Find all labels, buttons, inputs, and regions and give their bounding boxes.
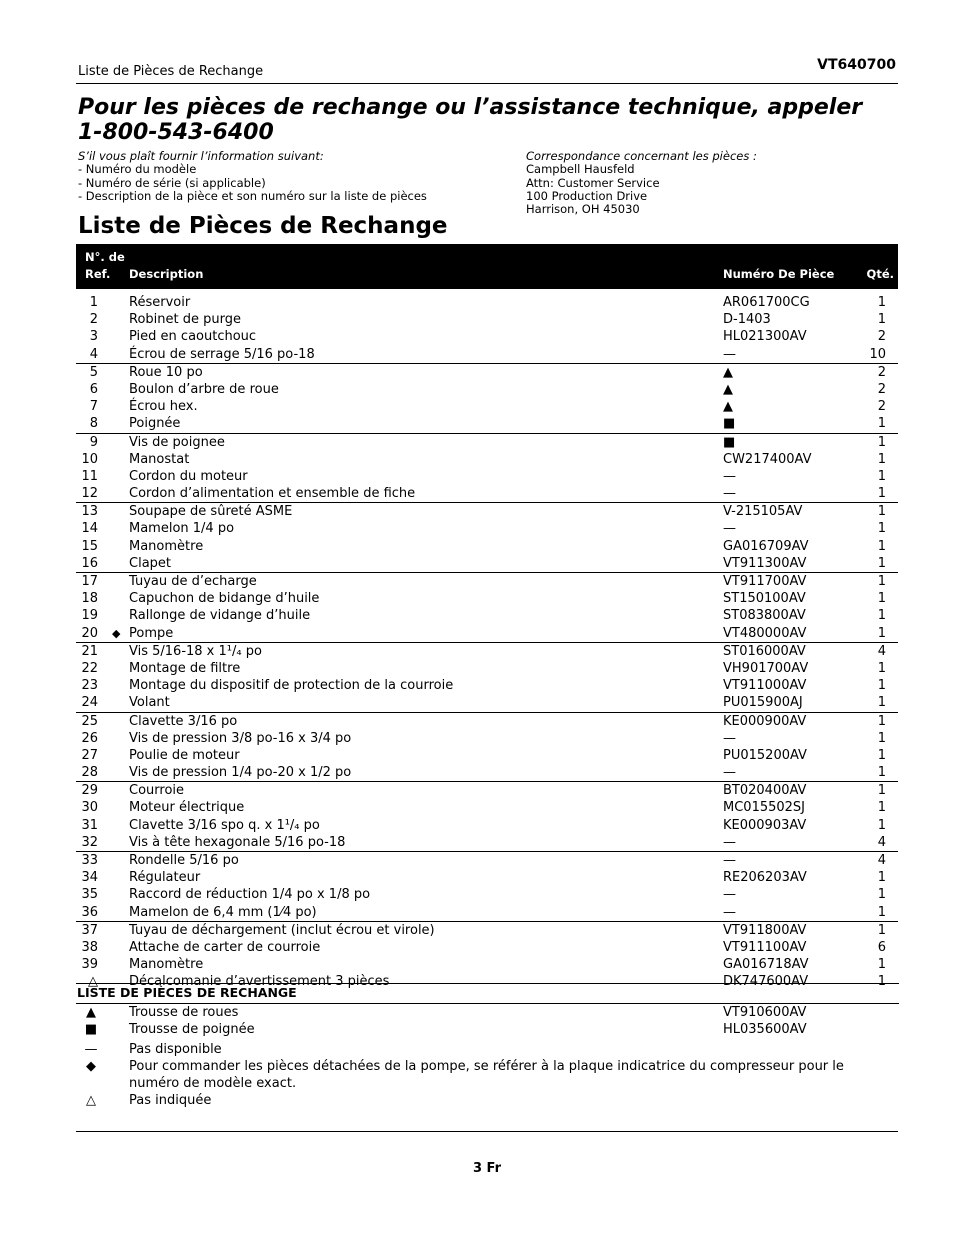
legend-text: Pas disponible — [129, 1042, 222, 1057]
part-description: Poignée — [129, 416, 181, 432]
footer-divider — [76, 1131, 898, 1132]
model-number: VT640700 — [817, 57, 896, 73]
part-qty: 10 — [869, 346, 886, 362]
part-description: Capuchon de bidange d’huile — [129, 591, 320, 607]
part-number: ■ — [723, 416, 736, 432]
part-number: MC015502SJ — [723, 800, 806, 816]
part-description: Cordon d’alimentation et ensemble de fiche — [129, 486, 416, 502]
part-description: Décalcomanie d’avertissement 3 pièces — [129, 974, 390, 990]
table-row — [76, 538, 898, 555]
part-qty: 1 — [877, 468, 886, 484]
part-description: Vis de poignee — [129, 434, 225, 450]
part-number: GA016718AV — [723, 957, 809, 973]
part-qty: 1 — [877, 730, 886, 746]
part-qty: 1 — [877, 904, 886, 920]
dash-icon: — — [84, 1042, 98, 1057]
part-qty: 1 — [877, 608, 886, 624]
legend-item — [76, 1041, 898, 1058]
part-number: DK747600AV — [723, 974, 809, 990]
part-description: Mamelon 1/4 po — [129, 521, 235, 537]
table-row — [76, 921, 898, 939]
contact-line: - Numéro de série (si applicable) — [78, 175, 266, 190]
ref-number: 14 — [81, 521, 98, 537]
part-qty: 2 — [877, 364, 886, 380]
ref-number: 22 — [81, 660, 98, 676]
ref-number: 11 — [81, 468, 98, 484]
part-qty: 1 — [877, 416, 886, 432]
ref-number: 30 — [81, 800, 98, 816]
col-ref-line1: N°. de — [85, 250, 125, 264]
part-qty: 1 — [877, 957, 886, 973]
part-qty: 1 — [877, 922, 886, 938]
part-qty: 1 — [877, 817, 886, 833]
legend-text: Pour commander les pièces détachées de la pompe, se référer à la plaque indicatrice du compresseur pour le numéro de modèle exact. — [129, 1059, 844, 1091]
ref-number: 9 — [89, 434, 98, 450]
table-row — [76, 520, 898, 537]
part-description: Montage de filtre — [129, 660, 241, 676]
part-qty: 1 — [877, 521, 886, 537]
parts-table-body — [76, 294, 898, 991]
ref-number: 35 — [81, 887, 98, 903]
page-number: 3 Fr — [472, 1161, 502, 1176]
part-description: Rondelle 5/16 po — [129, 853, 239, 868]
address-line: Attn: Customer Service — [526, 175, 660, 190]
part-description: Écrou de serrage 5/16 po-18 — [129, 346, 315, 362]
part-description: Rallonge de vidange d’huile — [129, 608, 311, 624]
part-description: Moteur électrique — [129, 800, 245, 816]
table-row — [76, 834, 898, 851]
ref-number: 36 — [81, 904, 98, 920]
part-number: HL021300AV — [723, 329, 807, 345]
ref-number: 3 — [89, 329, 98, 345]
table-row — [76, 468, 898, 485]
diamond-icon: ◆ — [112, 626, 121, 640]
part-description: Vis 5/16-18 x 1¹/₄ po — [129, 643, 262, 659]
part-qty: 1 — [877, 625, 886, 641]
part-description: Vis de pression 3/8 po-16 x 3/4 po — [129, 730, 352, 746]
table-row — [76, 781, 898, 799]
part-description: Volant — [129, 695, 170, 711]
part-number: ST150100AV — [723, 591, 806, 607]
part-description: Tuyau de déchargement (inclut écrou et virole) — [129, 922, 435, 938]
part-number: ST016000AV — [723, 643, 806, 659]
table-row — [76, 694, 898, 711]
part-number: VT911800AV — [723, 922, 807, 938]
kit-row — [76, 1021, 898, 1038]
table-row — [76, 625, 898, 642]
part-description: Cordon du moteur — [129, 468, 248, 484]
part-number: BT020400AV — [723, 783, 807, 799]
part-qty: 4 — [877, 853, 886, 868]
page-headline: Pour les pièces de rechange ou l’assistance technique, appeler 1-800-543-6400 — [78, 95, 863, 145]
part-description: Clavette 3/16 spo q. x 1¹/₄ po — [129, 817, 320, 833]
part-qty: 2 — [877, 329, 886, 345]
ref-number: 4 — [89, 346, 98, 362]
part-description: Pied en caoutchouc — [129, 329, 257, 345]
part-number: ▲ — [723, 399, 733, 415]
part-number: ▲ — [723, 381, 733, 397]
ref-number: 24 — [81, 695, 98, 711]
table-row — [76, 381, 898, 398]
part-qty: 1 — [877, 695, 886, 711]
legend-item — [76, 1092, 898, 1109]
part-number: ▲ — [723, 364, 733, 380]
part-qty: 1 — [877, 765, 886, 781]
ref-number: 38 — [81, 939, 98, 955]
legend-text: Pas indiquée — [129, 1093, 212, 1108]
part-description: Robinet de purge — [129, 312, 241, 328]
part-number: — — [723, 521, 736, 537]
ref-number: 37 — [81, 922, 98, 938]
col-part-number: Numéro De Pièce — [723, 267, 835, 281]
part-description: Manomètre — [129, 538, 204, 554]
contact-line: - Description de la pièce et son numéro sur la liste de pièces — [78, 188, 427, 203]
part-number: — — [723, 853, 736, 868]
part-number: VH901700AV — [723, 660, 809, 676]
part-description: Attache de carter de courroie — [129, 939, 321, 955]
part-number: CW217400AV — [723, 451, 812, 467]
part-qty: 2 — [877, 399, 886, 415]
part-qty: 1 — [877, 295, 886, 310]
table-row — [76, 764, 898, 781]
part-number: — — [723, 468, 736, 484]
ref-number: 20 — [81, 625, 98, 641]
ref-number: 39 — [81, 957, 98, 973]
table-row — [76, 415, 898, 432]
ref-number: 12 — [81, 486, 98, 502]
ref-number: △ — [88, 974, 98, 990]
part-number: — — [723, 887, 736, 903]
part-qty: 1 — [877, 887, 886, 903]
ref-number: 17 — [81, 574, 98, 589]
ref-number: 6 — [89, 381, 98, 397]
part-qty: 1 — [877, 538, 886, 554]
table-row — [76, 904, 898, 921]
part-description: Mamelon de 6,4 mm (1⁄4 po) — [129, 904, 317, 920]
part-qty: 1 — [877, 486, 886, 502]
part-number: VT911700AV — [723, 574, 807, 589]
part-description: Régulateur — [129, 870, 201, 886]
part-description: Vis de pression 1/4 po-20 x 1/2 po — [129, 765, 352, 781]
part-description: Écrou hex. — [129, 399, 198, 415]
part-qty: 6 — [877, 939, 886, 955]
ref-number: 29 — [81, 783, 98, 799]
kits-list — [76, 1004, 898, 1038]
table-row — [76, 398, 898, 415]
part-qty: 1 — [877, 574, 886, 589]
part-number: — — [723, 765, 736, 781]
part-number: VT911100AV — [723, 939, 807, 955]
part-number: KE000903AV — [723, 817, 807, 833]
contact-lead: S’il vous plaît fournir l’information suivant: — [78, 149, 324, 163]
part-qty: 4 — [877, 643, 886, 659]
col-qty: Qté. — [866, 267, 894, 281]
col-description: Description — [129, 267, 204, 281]
ref-number: 10 — [81, 451, 98, 467]
ref-number: 13 — [81, 504, 98, 520]
triangle-outline-icon: △ — [86, 1093, 96, 1108]
ref-number: 32 — [81, 834, 98, 850]
part-qty: 1 — [877, 974, 886, 990]
table-row — [76, 851, 898, 869]
running-header: Liste de Pièces de Rechange — [78, 64, 264, 79]
ref-number: 7 — [89, 399, 98, 415]
part-qty: 4 — [877, 834, 886, 850]
part-qty: 1 — [877, 870, 886, 886]
part-number: VT911000AV — [723, 678, 807, 694]
ref-number: 16 — [81, 555, 98, 571]
part-number: — — [723, 904, 736, 920]
part-qty: 1 — [877, 660, 886, 676]
ref-number: 18 — [81, 591, 98, 607]
ref-number: 26 — [81, 730, 98, 746]
ref-number: 25 — [81, 713, 98, 729]
part-qty: 1 — [877, 591, 886, 607]
part-description: Manomètre — [129, 957, 204, 973]
table-header — [76, 244, 898, 289]
contact-info-left — [78, 150, 427, 203]
part-qty: 2 — [877, 381, 886, 397]
table-row — [76, 642, 898, 660]
part-description: Tuyau de d’echarge — [129, 574, 257, 589]
part-qty: 1 — [877, 713, 886, 729]
table-row — [76, 607, 898, 624]
ref-number: 27 — [81, 747, 98, 763]
contact-info-right — [526, 150, 757, 216]
part-qty: 1 — [877, 504, 886, 520]
ref-number: 31 — [81, 817, 98, 833]
address-line: Harrison, OH 45030 — [526, 202, 640, 217]
col-ref-line2: Ref. — [85, 267, 111, 281]
ref-number: 2 — [89, 312, 98, 328]
table-row — [76, 485, 898, 502]
table-row — [76, 590, 898, 607]
contact-line: - Numéro du modèle — [78, 162, 197, 177]
part-number: PU015900AJ — [723, 695, 803, 711]
ref-number: 23 — [81, 678, 98, 694]
ref-number: 21 — [81, 643, 98, 659]
ref-number: 15 — [81, 538, 98, 554]
part-number: D-1403 — [723, 312, 771, 328]
part-description: Clavette 3/16 po — [129, 713, 238, 729]
section-title: Liste de Pièces de Rechange — [78, 213, 448, 239]
table-row — [76, 712, 898, 730]
ref-number: 28 — [81, 765, 98, 781]
part-description: Réservoir — [129, 295, 191, 310]
table-row — [76, 572, 898, 590]
kit-description: Trousse de roues — [129, 1005, 239, 1020]
part-number: VT480000AV — [723, 625, 807, 641]
part-description: Vis à tête hexagonale 5/16 po-18 — [129, 834, 346, 850]
part-number: — — [723, 346, 736, 362]
table-row — [76, 939, 898, 956]
header-divider — [76, 83, 898, 84]
kit-part-number: VT910600AV — [723, 1005, 807, 1020]
part-number: V-215105AV — [723, 504, 803, 520]
part-number: PU015200AV — [723, 747, 807, 763]
part-number: GA016709AV — [723, 538, 809, 554]
ref-number: 33 — [81, 853, 98, 868]
part-description: Soupape de sûreté ASME — [129, 504, 293, 520]
table-row — [76, 328, 898, 345]
triangle-icon: ▲ — [86, 1005, 96, 1020]
ref-number: 19 — [81, 608, 98, 624]
part-number: ST083800AV — [723, 608, 806, 624]
part-number: — — [723, 486, 736, 502]
kit-description: Trousse de poignée — [129, 1022, 255, 1038]
address-line: Campbell Hausfeld — [526, 162, 635, 177]
part-qty: 1 — [877, 783, 886, 799]
part-number: RE206203AV — [723, 870, 807, 886]
part-number: KE000900AV — [723, 713, 807, 729]
part-description: Manostat — [129, 451, 190, 467]
diamond-icon: ◆ — [86, 1059, 96, 1074]
table-row — [76, 451, 898, 468]
part-number: — — [723, 730, 736, 746]
table-row — [76, 730, 898, 747]
part-number: — — [723, 834, 736, 850]
part-qty: 1 — [877, 312, 886, 328]
table-row — [76, 747, 898, 764]
table-row — [76, 311, 898, 328]
part-qty: 1 — [877, 800, 886, 816]
kit-row — [76, 1004, 898, 1021]
part-description: Montage du dispositif de protection de la courroie — [129, 678, 454, 694]
table-row — [76, 660, 898, 677]
table-row — [76, 555, 898, 572]
square-icon: ■ — [84, 1022, 98, 1038]
part-description: Pompe — [129, 625, 174, 641]
kits-title: LISTE DE PIÈCES DE RECHANGE — [76, 983, 899, 1004]
part-description: Boulon d’arbre de roue — [129, 381, 279, 397]
part-number: AR061700CG — [723, 295, 810, 310]
address-line: 100 Production Drive — [526, 188, 648, 203]
part-description: Clapet — [129, 555, 172, 571]
part-description: Raccord de réduction 1/4 po x 1/8 po — [129, 887, 371, 903]
part-qty: 1 — [877, 434, 886, 450]
table-row — [76, 502, 898, 520]
contact-lead: Correspondance concernant les pièces : — [526, 149, 757, 163]
ref-number: 5 — [89, 364, 98, 380]
kit-part-number: HL035600AV — [723, 1022, 807, 1038]
table-row — [76, 886, 898, 903]
part-qty: 1 — [877, 747, 886, 763]
ref-number: 8 — [89, 416, 98, 432]
legend-item — [76, 1058, 898, 1092]
part-description: Roue 10 po — [129, 364, 203, 380]
table-row — [76, 956, 898, 973]
part-qty: 1 — [877, 451, 886, 467]
part-description: Poulie de moteur — [129, 747, 240, 763]
table-row — [76, 433, 898, 451]
part-qty: 1 — [877, 555, 886, 571]
table-row — [76, 363, 898, 381]
table-row — [76, 677, 898, 694]
part-number: ■ — [723, 434, 736, 450]
legend — [76, 1041, 898, 1109]
part-qty: 1 — [877, 678, 886, 694]
table-row — [76, 346, 898, 363]
table-row — [76, 817, 898, 834]
part-description: Courroie — [129, 783, 185, 799]
ref-number: 34 — [81, 870, 98, 886]
table-row — [76, 294, 898, 311]
table-row — [76, 799, 898, 816]
ref-number: 1 — [89, 295, 98, 310]
table-row — [76, 869, 898, 886]
part-number: VT911300AV — [723, 555, 807, 571]
